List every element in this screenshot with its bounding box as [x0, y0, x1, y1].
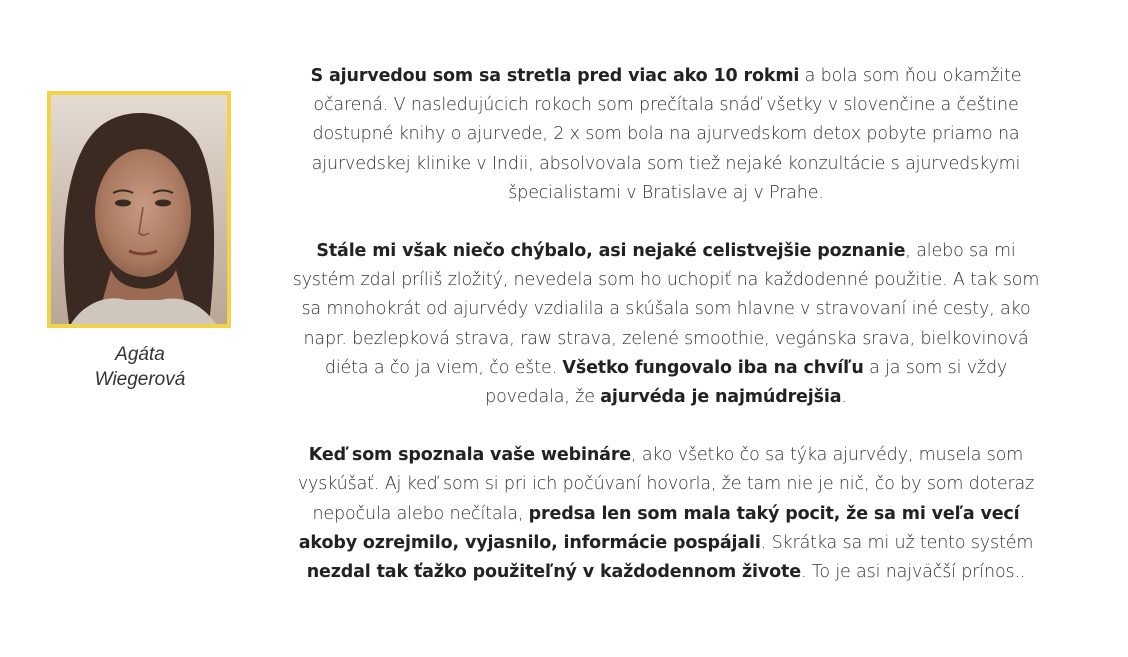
text-segment: Keď som spoznala vaše webináre: [308, 445, 632, 466]
person-name: [60, 342, 220, 392]
text-segment: . Skrátka sa mi už tento systém: [760, 532, 1034, 553]
portrait-photo: [47, 91, 231, 328]
text-segment: predsa len som mala taký pocit, že sa mi veľa vecí akoby ozrejmilo, vyjasnilo, informácie pospájali: [298, 503, 1020, 553]
text-segment: , ako všetko čo sa týka ajurvédy, musela som vyskúšať. Aj keď som si pri ich počúvaní hovorla, že tam nie je nič, čo by som doteraz nepočula alebo nečítala,: [297, 445, 1035, 524]
paragraph-1: [284, 62, 1048, 208]
text-segment: a bola som ňou okamžite očarená. V nasledujúcich rokoch som prečítala snáď všetky v slovenčine a češtine dostupné knihy o ajurvede, 2 x som bola na ajurvedskom detox pobyte priamo na ajurvedskej klinike v Indii, absolvovala som tiež nejaké konzultácie s ajurvedskymi špecialistami v Bratislave aj v Prahe.: [311, 66, 1022, 203]
text-segment: Všetko fungovalo iba na chvíľu: [562, 357, 864, 378]
person-first-name: Agáta: [115, 344, 165, 365]
text-segment: S ajurvedou som sa stretla pred viac ako 10 rokmi: [310, 66, 800, 86]
person-last-name: Wiegerová: [94, 369, 186, 390]
paragraph-2: [284, 237, 1048, 412]
text-segment: , alebo sa mi systém zdal príliš zložitý, nevedela som ho uchopiť na každodenné použitie. A tak som sa mnohokrát od ajurvédy vzdialila a skúšala som hlavne v stravovaní iné cesty, ako napr. bezlepková strava, raw strava, zelené smoothie, vegánska srava, bielkovinová diéta a čo ja viem, čo ešte.: [292, 241, 1040, 378]
testimonial-text: [284, 62, 1048, 616]
text-segment: Stále mi však niečo chýbalo, asi nejaké celistvejšie poznanie: [316, 241, 906, 262]
text-segment: nezdal tak ťažko použiteľný v každodennom živote: [306, 562, 801, 583]
text-segment: . To je asi najväčší prínos..: [800, 562, 1026, 583]
portrait-icon: [51, 95, 227, 324]
text-segment: .: [841, 387, 847, 408]
paragraph-3: [284, 441, 1048, 587]
text-segment: a ja som si vždy povedala, že: [485, 357, 1008, 408]
text-segment: ajurvéda je najmúdrejšia: [600, 387, 842, 408]
